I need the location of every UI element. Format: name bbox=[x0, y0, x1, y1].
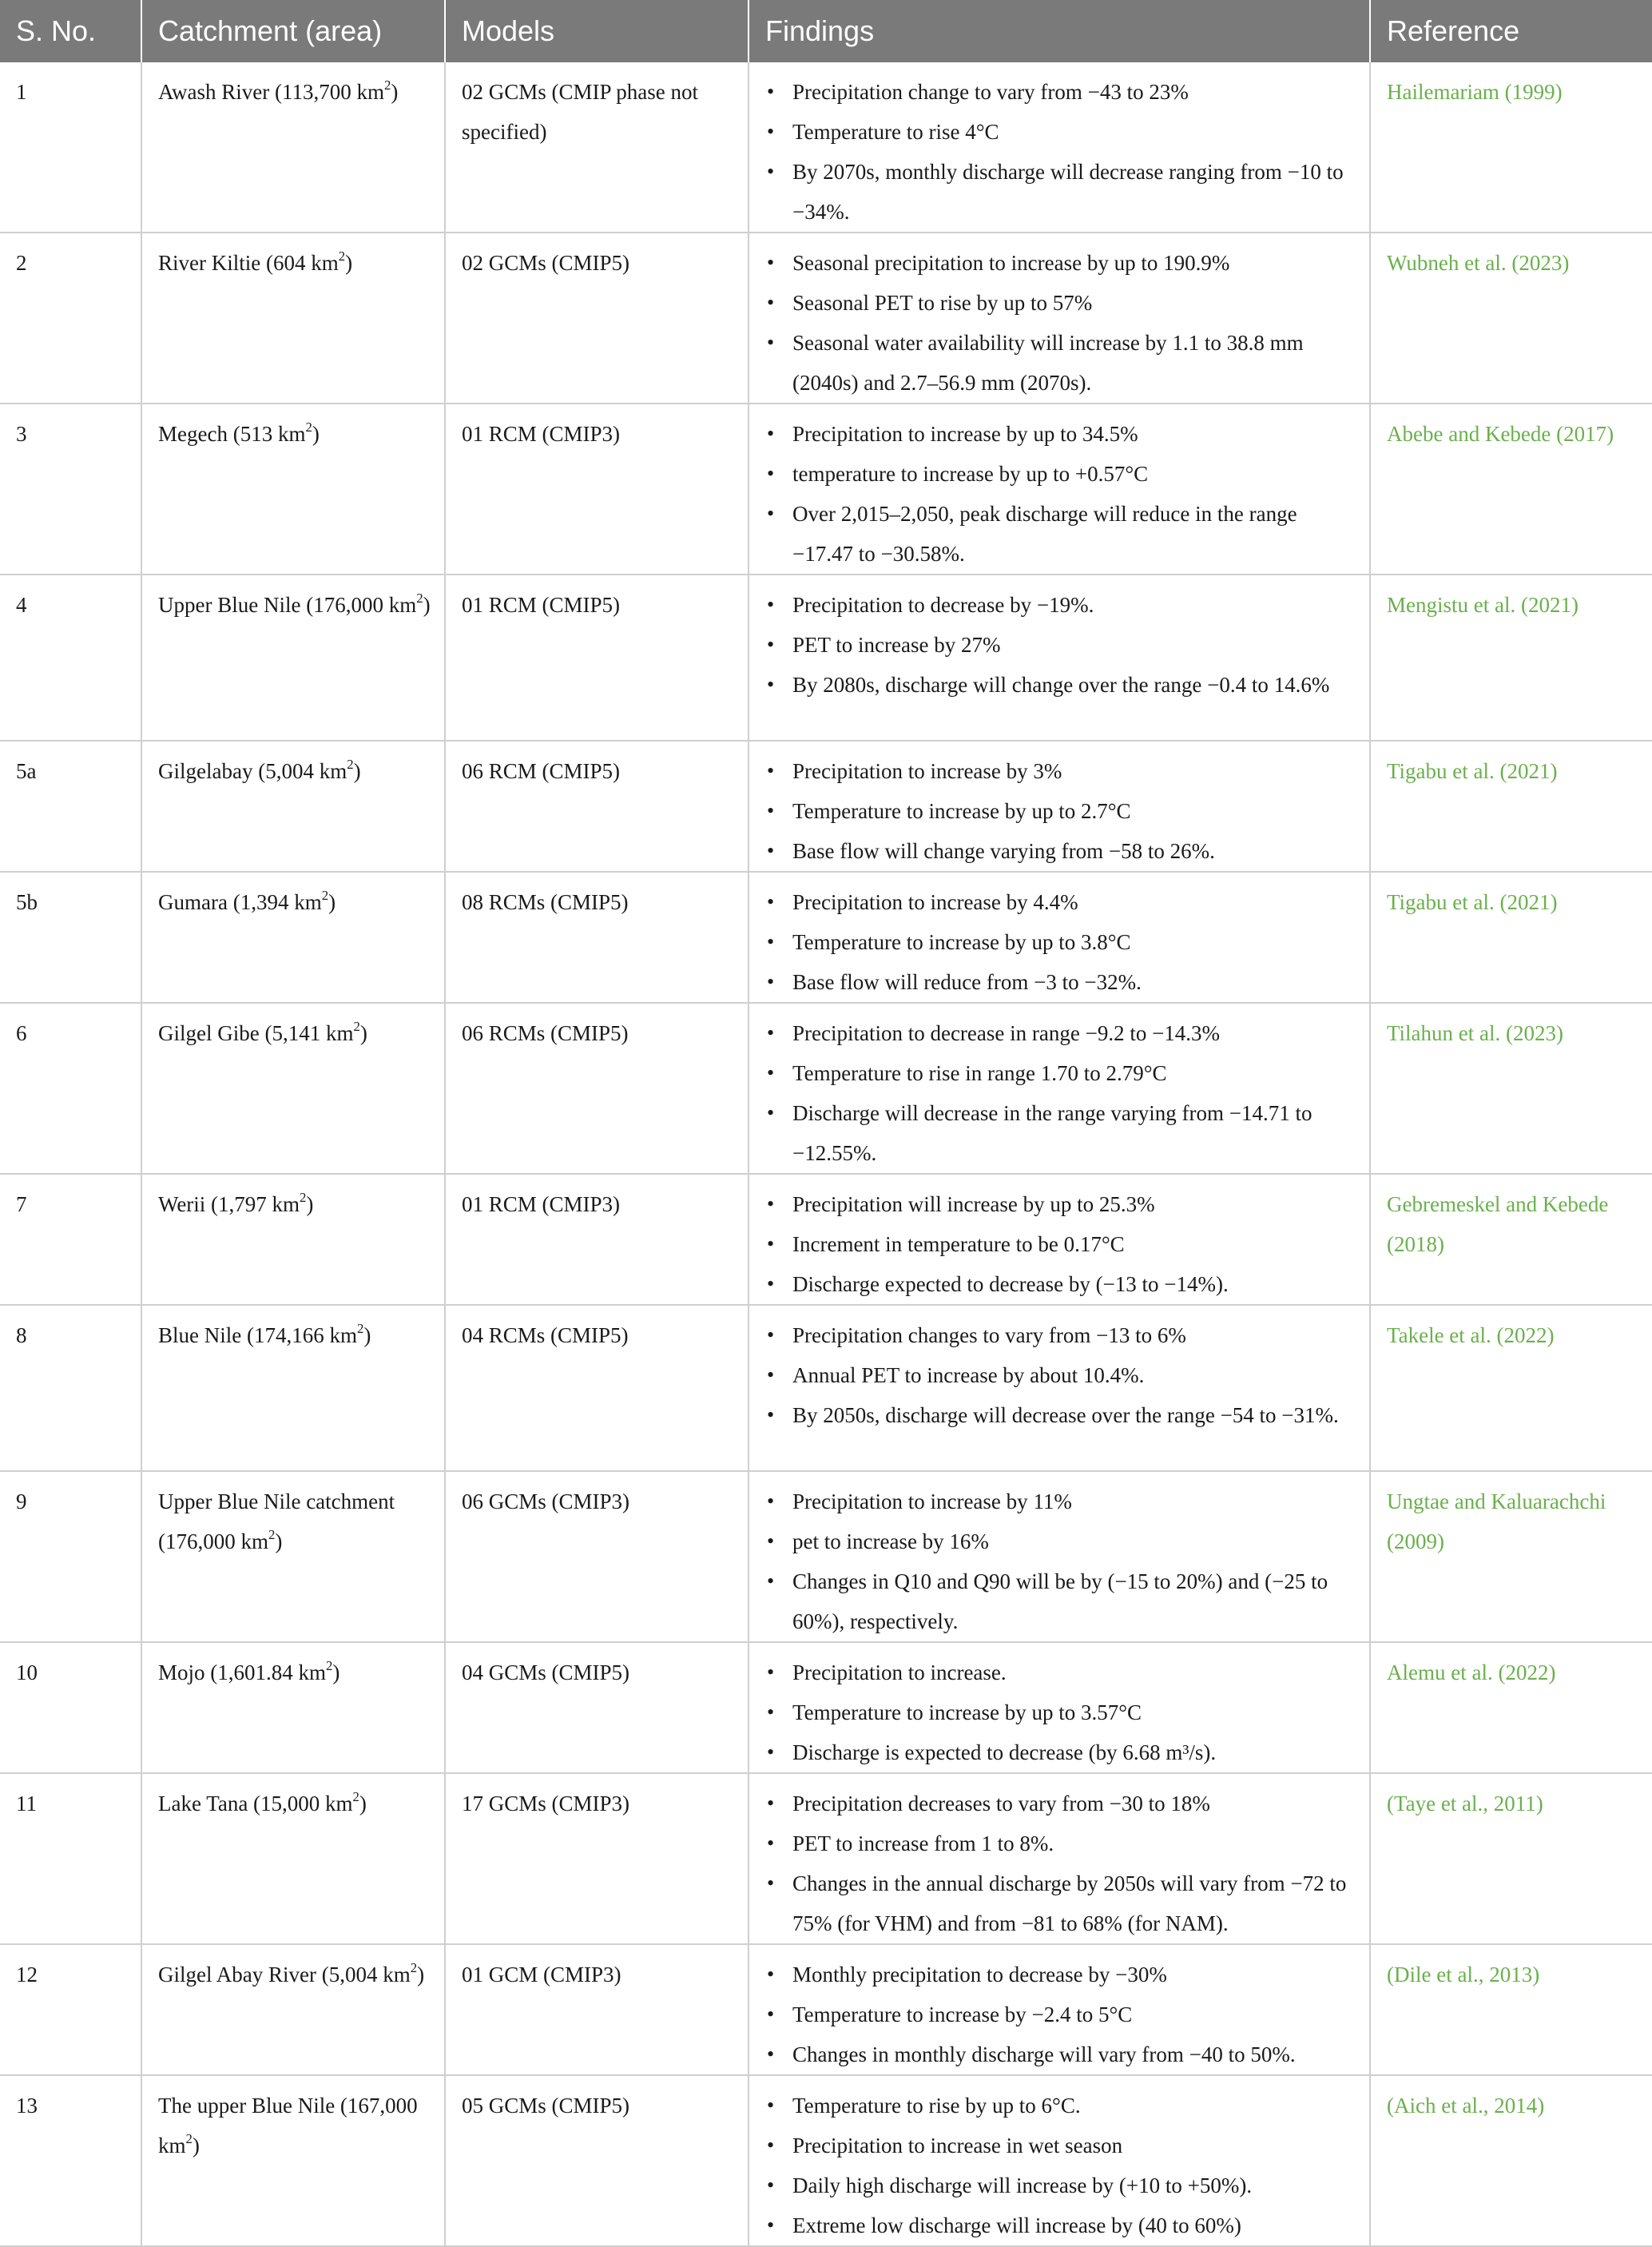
table-row bbox=[0, 741, 1652, 872]
finding-item: • Precipitation to decrease in range −9.2 to −14.3% bbox=[762, 1013, 1356, 1053]
reference-link[interactable]: Abebe and Kebede (2017) bbox=[1387, 422, 1614, 446]
cell-catchment bbox=[141, 1773, 445, 1944]
table-row bbox=[0, 872, 1652, 1003]
cell-catchment bbox=[141, 1471, 445, 1642]
catchment-close-paren: ) bbox=[359, 1792, 367, 1815]
finding-item: • By 2050s, discharge will decrease over the range −54 to −31%. bbox=[762, 1395, 1356, 1435]
catchment-close-paren: ) bbox=[345, 251, 353, 275]
cell-findings bbox=[749, 1944, 1370, 2075]
cell-models: 06 RCMs (CMIP5) bbox=[445, 1003, 749, 1174]
findings-list bbox=[762, 882, 1356, 1002]
catchment-close-paren: ) bbox=[423, 593, 431, 617]
cell-models: 01 RCM (CMIP5) bbox=[445, 575, 749, 741]
reference-link[interactable]: (Taye et al., 2011) bbox=[1387, 1792, 1543, 1815]
finding-item: • Changes in Q10 and Q90 will be by (−15 to 20%) and (−25 to 60%), respectively. bbox=[762, 1561, 1356, 1641]
area-unit-superscript: 2 bbox=[305, 419, 312, 435]
finding-item: • Daily high discharge will increase by (+10 to +50%). bbox=[762, 2165, 1356, 2205]
finding-item: • Precipitation to increase. bbox=[762, 1652, 1356, 1692]
finding-item: • Discharge expected to decrease by (−13 to −14%). bbox=[762, 1264, 1356, 1304]
catchment-close-paren: ) bbox=[417, 1963, 425, 1987]
finding-item: • By 2080s, discharge will change over the range −0.4 to 14.6% bbox=[762, 665, 1356, 705]
catchment-name: Megech (513 km bbox=[158, 422, 306, 446]
cell-sno: 9 bbox=[0, 1471, 141, 1642]
catchment-close-paren: ) bbox=[312, 422, 320, 446]
area-unit-superscript: 2 bbox=[352, 1788, 359, 1804]
table-row bbox=[0, 1642, 1652, 1773]
catchment-name: Gilgel Abay River (5,004 km bbox=[158, 1963, 411, 1987]
catchment-close-paren: ) bbox=[328, 890, 336, 914]
findings-list bbox=[762, 1013, 1356, 1173]
area-unit-superscript: 2 bbox=[384, 77, 391, 93]
cell-findings bbox=[749, 404, 1370, 575]
cell-findings bbox=[749, 1773, 1370, 1944]
finding-item: • Precipitation decreases to vary from −30 to 18% bbox=[762, 1784, 1356, 1823]
finding-item: • Discharge is expected to decrease (by 6.68 m³/s). bbox=[762, 1732, 1356, 1772]
cell-catchment bbox=[141, 1003, 445, 1174]
cell-findings bbox=[749, 741, 1370, 872]
catchment-name: Gilgel Gibe (5,141 km bbox=[158, 1021, 354, 1045]
cell-reference bbox=[1370, 1305, 1652, 1471]
finding-item: • Extreme low discharge will increase by (40 to 60%) bbox=[762, 2205, 1356, 2245]
cell-models: 02 GCMs (CMIP5) bbox=[445, 233, 749, 404]
catchment-name: The upper Blue Nile (167,000 km bbox=[158, 2094, 418, 2158]
reference-link[interactable]: Alemu et al. (2022) bbox=[1387, 1660, 1556, 1684]
cell-reference bbox=[1370, 575, 1652, 741]
catchment-name: Blue Nile (174,166 km bbox=[158, 1323, 357, 1347]
cell-catchment bbox=[141, 404, 445, 575]
area-unit-superscript: 2 bbox=[268, 1526, 276, 1542]
cell-sno: 3 bbox=[0, 404, 141, 575]
cell-reference bbox=[1370, 1471, 1652, 1642]
cell-reference bbox=[1370, 233, 1652, 404]
catchment-name: Werii (1,797 km bbox=[158, 1192, 300, 1216]
cell-sno: 11 bbox=[0, 1773, 141, 1944]
table-row bbox=[0, 1773, 1652, 1944]
cell-sno: 6 bbox=[0, 1003, 141, 1174]
cell-findings bbox=[749, 1003, 1370, 1174]
cell-reference bbox=[1370, 2075, 1652, 2246]
catchment-name: Gilgelabay (5,004 km bbox=[158, 759, 347, 783]
cell-models: 02 GCMs (CMIP phase not specified) bbox=[445, 62, 749, 233]
table-row bbox=[0, 62, 1652, 233]
finding-item: • Temperature to increase by up to 3.57°C bbox=[762, 1692, 1356, 1732]
cell-reference bbox=[1370, 872, 1652, 1003]
reference-link[interactable]: Takele et al. (2022) bbox=[1387, 1323, 1555, 1347]
catchment-name: Mojo (1,601.84 km bbox=[158, 1660, 327, 1684]
finding-item: • Seasonal precipitation to increase by up to 190.9% bbox=[762, 243, 1356, 283]
catchment-name: Upper Blue Nile catchment (176,000 km bbox=[158, 1489, 395, 1553]
finding-item: • Changes in the annual discharge by 2050s will vary from −72 to 75% (for VHM) and from −81 to 68% (for NAM). bbox=[762, 1863, 1356, 1943]
cell-findings bbox=[749, 575, 1370, 741]
finding-item: • Precipitation to increase by 11% bbox=[762, 1481, 1356, 1521]
cell-sno: 1 bbox=[0, 62, 141, 233]
table-row bbox=[0, 233, 1652, 404]
finding-item: • Temperature to increase by up to 2.7°C bbox=[762, 791, 1356, 831]
catchment-name: Gumara (1,394 km bbox=[158, 890, 322, 914]
finding-item: • Precipitation to increase by 3% bbox=[762, 751, 1356, 791]
findings-list bbox=[762, 2086, 1356, 2245]
cell-catchment bbox=[141, 62, 445, 233]
area-unit-superscript: 2 bbox=[410, 1959, 418, 1975]
reference-link[interactable]: Hailemariam (1999) bbox=[1387, 80, 1563, 104]
catchment-name: Upper Blue Nile (176,000 km bbox=[158, 593, 417, 617]
area-unit-superscript: 2 bbox=[321, 887, 329, 903]
cell-models: 06 RCM (CMIP5) bbox=[445, 741, 749, 872]
cell-sno: 5a bbox=[0, 741, 141, 872]
area-unit-superscript: 2 bbox=[338, 248, 346, 264]
catchment-close-paren: ) bbox=[363, 1323, 371, 1347]
findings-list bbox=[762, 751, 1356, 871]
finding-item: • Precipitation to decrease by −19%. bbox=[762, 585, 1356, 625]
cell-reference bbox=[1370, 404, 1652, 575]
reference-link[interactable]: Wubneh et al. (2023) bbox=[1387, 251, 1570, 275]
cell-reference bbox=[1370, 1642, 1652, 1773]
finding-item: • Temperature to rise 4°C bbox=[762, 112, 1356, 152]
catchment-close-paren: ) bbox=[391, 80, 399, 104]
cell-models: 04 GCMs (CMIP5) bbox=[445, 1642, 749, 1773]
cell-sno: 10 bbox=[0, 1642, 141, 1773]
catchment-close-paren: ) bbox=[275, 1529, 283, 1553]
catchment-name: Awash River (113,700 km bbox=[158, 80, 384, 104]
findings-list bbox=[762, 1955, 1356, 2074]
finding-item: • Monthly precipitation to decrease by −30% bbox=[762, 1955, 1356, 1994]
cell-catchment bbox=[141, 233, 445, 404]
cell-findings bbox=[749, 233, 1370, 404]
cell-findings bbox=[749, 1174, 1370, 1305]
table-row bbox=[0, 1305, 1652, 1471]
findings-list bbox=[762, 243, 1356, 403]
area-unit-superscript: 2 bbox=[326, 1657, 333, 1673]
reference-link[interactable]: Tigabu et al. (2021) bbox=[1387, 759, 1558, 783]
cell-reference bbox=[1370, 1003, 1652, 1174]
cell-models: 01 RCM (CMIP3) bbox=[445, 1174, 749, 1305]
cell-findings bbox=[749, 872, 1370, 1003]
cell-findings bbox=[749, 1471, 1370, 1642]
findings-list bbox=[762, 1652, 1356, 1772]
cell-findings bbox=[749, 1305, 1370, 1471]
table-row bbox=[0, 1174, 1652, 1305]
finding-item: • Over 2,015–2,050, peak discharge will reduce in the range −17.47 to −30.58%. bbox=[762, 494, 1356, 574]
catchment-close-paren: ) bbox=[306, 1192, 314, 1216]
cell-sno: 7 bbox=[0, 1174, 141, 1305]
cell-catchment bbox=[141, 1305, 445, 1471]
area-unit-superscript: 2 bbox=[347, 756, 354, 772]
cell-models: 01 GCM (CMIP3) bbox=[445, 1944, 749, 2075]
cell-sno: 12 bbox=[0, 1944, 141, 2075]
reference-link[interactable]: (Aich et al., 2014) bbox=[1387, 2094, 1545, 2118]
cell-models: 05 GCMs (CMIP5) bbox=[445, 2075, 749, 2246]
catchment-name: Lake Tana (15,000 km bbox=[158, 1792, 353, 1815]
finding-item: • pet to increase by 16% bbox=[762, 1521, 1356, 1561]
header-reference: Reference bbox=[1370, 0, 1652, 62]
table-row bbox=[0, 404, 1652, 575]
finding-item: • Increment in temperature to be 0.17°C bbox=[762, 1224, 1356, 1264]
area-unit-superscript: 2 bbox=[185, 2130, 193, 2146]
finding-item: • Temperature to rise in range 1.70 to 2.79°C bbox=[762, 1053, 1356, 1093]
table-row bbox=[0, 1471, 1652, 1642]
cell-catchment bbox=[141, 1944, 445, 2075]
finding-item: • Discharge will decrease in the range varying from −14.71 to −12.55%. bbox=[762, 1093, 1356, 1173]
cell-findings bbox=[749, 1642, 1370, 1773]
reference-link[interactable]: Tigabu et al. (2021) bbox=[1387, 890, 1558, 914]
header-findings: Findings bbox=[749, 0, 1370, 62]
table-body bbox=[0, 62, 1652, 2246]
finding-item: • Changes in monthly discharge will vary from −40 to 50%. bbox=[762, 2034, 1356, 2074]
findings-list bbox=[762, 585, 1356, 705]
cell-catchment bbox=[141, 2075, 445, 2246]
finding-item: • Seasonal water availability will increase by 1.1 to 38.8 mm (2040s) and 2.7–56.9 mm (2070s). bbox=[762, 323, 1356, 403]
reference-link[interactable]: Tilahun et al. (2023) bbox=[1387, 1021, 1563, 1045]
cell-reference bbox=[1370, 1773, 1652, 1944]
table-row bbox=[0, 2075, 1652, 2246]
finding-item: • Base flow will reduce from −3 to −32%. bbox=[762, 962, 1356, 1002]
finding-item: • Precipitation will increase by up to 25.3% bbox=[762, 1184, 1356, 1224]
reference-link[interactable]: Gebremeskel and Kebede (2018) bbox=[1387, 1192, 1609, 1256]
header-sno: S. No. bbox=[16, 14, 97, 47]
finding-item: • PET to increase from 1 to 8%. bbox=[762, 1823, 1356, 1863]
catchment-close-paren: ) bbox=[332, 1660, 340, 1684]
table-row bbox=[0, 575, 1652, 741]
finding-item: • By 2070s, monthly discharge will decrease ranging from −10 to −34%. bbox=[762, 152, 1356, 232]
cell-findings bbox=[749, 62, 1370, 233]
cell-catchment bbox=[141, 575, 445, 741]
finding-item: • Precipitation to increase by up to 34.5% bbox=[762, 414, 1356, 454]
cell-sno: 5b bbox=[0, 872, 141, 1003]
cell-sno: 8 bbox=[0, 1305, 141, 1471]
finding-item: • Temperature to increase by up to 3.8°C bbox=[762, 922, 1356, 962]
header-row bbox=[0, 0, 1652, 62]
findings-list bbox=[762, 1784, 1356, 1943]
cell-findings bbox=[749, 2075, 1370, 2246]
finding-item: • Precipitation changes to vary from −13 to 6% bbox=[762, 1315, 1356, 1355]
findings-list bbox=[762, 1481, 1356, 1641]
cell-catchment bbox=[141, 1642, 445, 1773]
reference-link[interactable]: (Dile et al., 2013) bbox=[1387, 1963, 1540, 1987]
cell-models: 01 RCM (CMIP3) bbox=[445, 404, 749, 575]
cell-models: 04 RCMs (CMIP5) bbox=[445, 1305, 749, 1471]
cell-reference bbox=[1370, 1944, 1652, 2075]
cell-models: 08 RCMs (CMIP5) bbox=[445, 872, 749, 1003]
findings-list bbox=[762, 1315, 1356, 1435]
catchment-close-paren: ) bbox=[192, 2134, 200, 2158]
cell-reference bbox=[1370, 1174, 1652, 1305]
finding-item: • Temperature to increase by −2.4 to 5°C bbox=[762, 1994, 1356, 2034]
header-catchment: Catchment (area) bbox=[141, 0, 445, 62]
cell-reference bbox=[1370, 741, 1652, 872]
finding-item: • Precipitation change to vary from −43 to 23% bbox=[762, 72, 1356, 112]
cell-catchment bbox=[141, 872, 445, 1003]
cell-sno: 13 bbox=[0, 2075, 141, 2246]
header-models: Models bbox=[445, 0, 749, 62]
area-unit-superscript: 2 bbox=[300, 1189, 307, 1205]
finding-item: • PET to increase by 27% bbox=[762, 625, 1356, 665]
cell-models: 17 GCMs (CMIP3) bbox=[445, 1773, 749, 1944]
catchment-name: River Kiltie (604 km bbox=[158, 251, 339, 275]
findings-list bbox=[762, 414, 1356, 574]
area-unit-superscript: 2 bbox=[353, 1018, 360, 1034]
area-unit-superscript: 2 bbox=[416, 590, 423, 606]
cell-catchment bbox=[141, 1174, 445, 1305]
finding-item: • Precipitation to increase by 4.4% bbox=[762, 882, 1356, 922]
cell-sno: 2 bbox=[0, 233, 141, 404]
findings-list bbox=[762, 1184, 1356, 1304]
table-row bbox=[0, 1003, 1652, 1174]
cell-catchment bbox=[141, 741, 445, 872]
finding-item: • Seasonal PET to rise by up to 57% bbox=[762, 283, 1356, 323]
finding-item: • Precipitation to increase in wet season bbox=[762, 2126, 1356, 2165]
table-row bbox=[0, 1944, 1652, 2075]
cell-sno: 4 bbox=[0, 575, 141, 741]
findings-list bbox=[762, 72, 1356, 232]
finding-item: • Annual PET to increase by about 10.4%. bbox=[762, 1355, 1356, 1395]
reference-link[interactable]: Mengistu et al. (2021) bbox=[1387, 593, 1579, 617]
finding-item: • Temperature to rise by up to 6°C. bbox=[762, 2086, 1356, 2126]
area-unit-superscript: 2 bbox=[356, 1320, 364, 1336]
catchment-close-paren: ) bbox=[353, 759, 361, 783]
cell-models: 06 GCMs (CMIP3) bbox=[445, 1471, 749, 1642]
reference-link[interactable]: Ungtae and Kaluarachchi (2009) bbox=[1387, 1489, 1606, 1553]
table-header bbox=[0, 0, 1652, 62]
finding-item: • Base flow will change varying from −58 to 26%. bbox=[762, 831, 1356, 871]
finding-item: • temperature to increase by up to +0.57°C bbox=[762, 454, 1356, 494]
catchment-close-paren: ) bbox=[359, 1021, 367, 1045]
cell-reference bbox=[1370, 62, 1652, 233]
